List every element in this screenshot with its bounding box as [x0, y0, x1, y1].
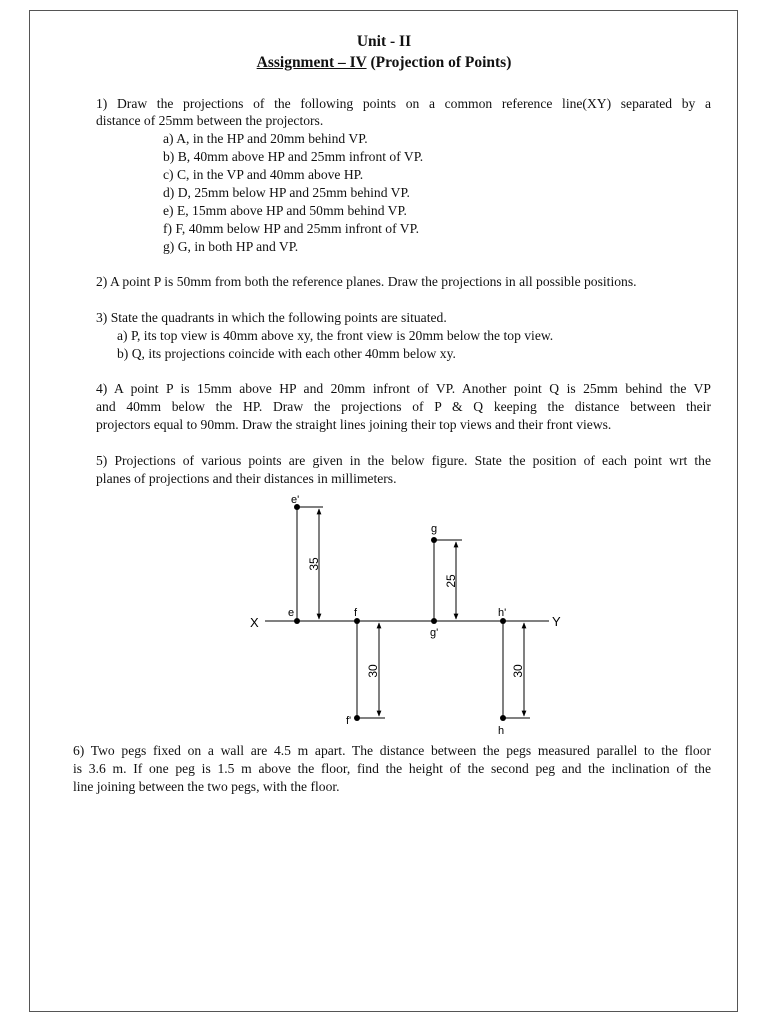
- q1-line2: distance of 25mm between the projectors.: [96, 113, 324, 128]
- x-axis-label: X: [250, 615, 259, 630]
- q6-line1: 6) Two pegs fixed on a wall are 4.5 m apart. The distance between the pegs measured parallel to the floor: [73, 743, 711, 758]
- q6-line2: is 3.6 m. If one peg is 1.5 m above the floor, find the height of the second peg and the inclination of the: [73, 761, 711, 776]
- y-axis-label: Y: [552, 614, 561, 629]
- q1-item: f) F, 40mm below HP and 25mm infront of VP.: [163, 221, 420, 236]
- q3-text: 3) State the quadrants in which the following points are situated.: [96, 310, 447, 325]
- q4-line3: projectors equal to 90mm. Draw the straight lines joining their top views and their front views.: [96, 417, 612, 432]
- q1-item: g) G, in both HP and VP.: [163, 239, 299, 254]
- f-label: f: [354, 607, 358, 619]
- q5-line2: planes of projections and their distances in millimeters.: [96, 471, 397, 486]
- g-point: [431, 537, 437, 543]
- e-point: [294, 618, 300, 624]
- g-prime-point: [431, 618, 437, 624]
- f-prime-label: f': [346, 715, 352, 727]
- h-prime-label: h': [498, 607, 507, 619]
- f-dimension-value: 30: [366, 664, 380, 678]
- q4-line2: and 40mm below the HP. Draw the projections of P & Q keeping the distance between their: [96, 399, 711, 414]
- q1-item: c) C, in the VP and 40mm above HP.: [163, 167, 364, 182]
- q6-line3: line joining between the two pegs, with the floor.: [73, 779, 340, 794]
- e-prime-label: e': [291, 494, 300, 506]
- q1-item: a) A, in the HP and 20mm behind VP.: [163, 131, 368, 146]
- q5-line1: 5) Projections of various points are given in the below figure. State the position of each point wrt the: [96, 453, 711, 468]
- q2-text: 2) A point P is 50mm from both the reference planes. Draw the projections in all possible positions.: [96, 274, 637, 289]
- g-prime-label: g': [430, 627, 439, 639]
- h-point: [500, 715, 506, 721]
- q1-item: e) E, 15mm above HP and 50mm behind VP.: [163, 203, 407, 218]
- e-label: e: [288, 607, 295, 619]
- h-label: h: [498, 725, 505, 737]
- g-dimension-value: 25: [444, 574, 458, 588]
- q3-item: b) Q, its projections coincide with each other 40mm below xy.: [117, 346, 456, 361]
- g-label: g: [431, 523, 438, 535]
- q1-item: d) D, 25mm below HP and 25mm behind VP.: [163, 185, 410, 200]
- q1-item: b) B, 40mm above HP and 25mm infront of VP.: [163, 149, 424, 164]
- q4-line1: 4) A point P is 15mm above HP and 20mm infront of VP. Another point Q is 25mm behind the VP: [96, 381, 711, 396]
- assignment-label: Assignment – IV: [256, 54, 367, 71]
- assignment-topic: (Projection of Points): [370, 54, 512, 71]
- unit-title: Unit - II: [356, 33, 412, 50]
- q3-item: a) P, its top view is 40mm above xy, the front view is 20mm below the top view.: [117, 328, 554, 343]
- q1-line1: 1) Draw the projections of the following points on a common reference line(XY) separated by a: [96, 96, 711, 111]
- e-dimension-value: 35: [307, 557, 321, 571]
- h-dimension-value: 30: [511, 664, 525, 678]
- f-prime-point: [354, 715, 360, 721]
